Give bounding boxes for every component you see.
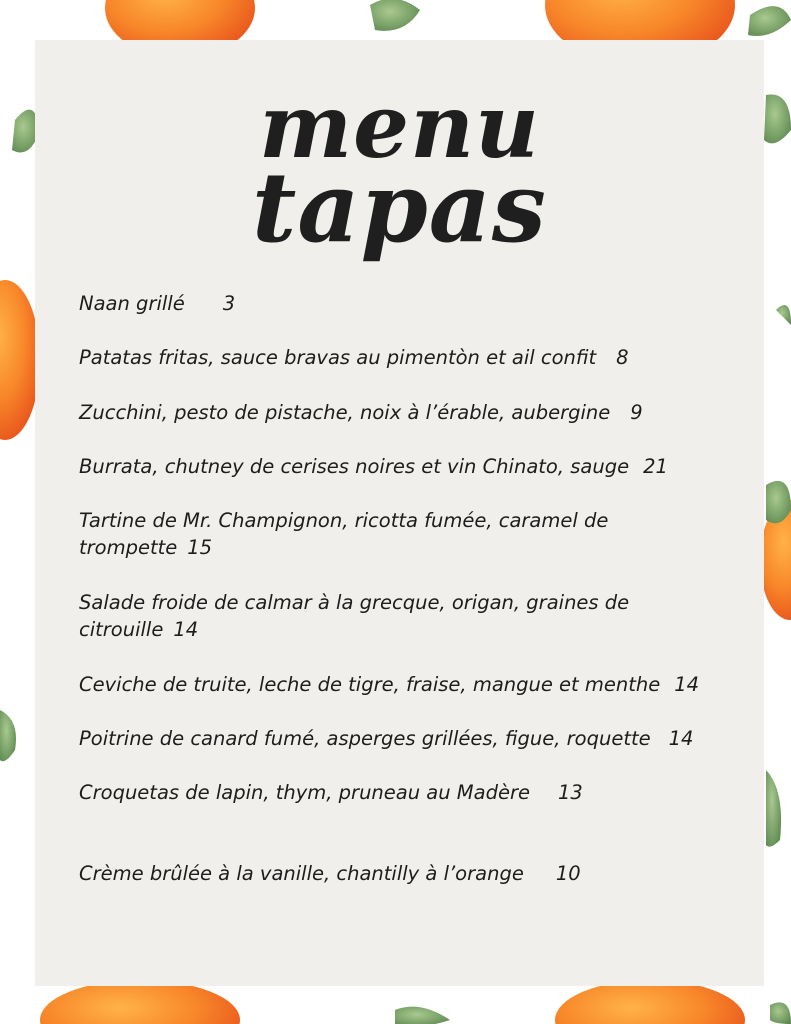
menu-item-name: Zucchini, pesto de pistache, noix à l’érable, aubergine bbox=[79, 401, 611, 424]
menu-card bbox=[35, 40, 764, 986]
menu-item-name: Burrata, chutney de cerises noires et vin Chinato, sauge bbox=[79, 455, 630, 478]
menu-item bbox=[79, 725, 759, 752]
menu-item bbox=[79, 507, 759, 561]
menu-item-price: 14 bbox=[668, 727, 694, 750]
leaf-icon bbox=[0, 710, 16, 761]
menu-item-name: Crème brûlée à la vanille, chantilly à l’orange bbox=[79, 862, 524, 885]
menu-item bbox=[79, 399, 759, 426]
menu-item-price: 13 bbox=[557, 781, 583, 804]
orange-fruit-icon bbox=[555, 980, 745, 1024]
leaf-icon bbox=[776, 305, 791, 325]
orange-fruit-icon bbox=[40, 980, 240, 1024]
menu-item-price: 15 bbox=[187, 536, 213, 559]
menu-item bbox=[79, 290, 759, 317]
menu-item-price: 14 bbox=[173, 618, 199, 641]
leaf-icon bbox=[766, 770, 781, 847]
menu-subtitle: tapas bbox=[252, 151, 547, 264]
menu-item-price: 8 bbox=[616, 346, 629, 369]
menu-item-name-cont: trompette bbox=[79, 536, 178, 559]
menu-item bbox=[79, 671, 759, 698]
menu-item bbox=[79, 589, 759, 643]
menu-item-price: 9 bbox=[630, 401, 643, 424]
orange-fruit-icon bbox=[0, 280, 40, 440]
menu-item bbox=[79, 779, 759, 806]
menu-item-name: Croquetas de lapin, thym, pruneau au Madère bbox=[79, 781, 530, 804]
menu-item bbox=[79, 860, 759, 887]
menu-item-name: Tartine de Mr. Champignon, ricotta fumée, caramel de bbox=[79, 509, 609, 532]
menu-item-name-cont: citrouille bbox=[79, 618, 164, 641]
leaf-icon bbox=[748, 6, 791, 36]
menu-item-name: Salade froide de calmar à la grecque, origan, graines de bbox=[79, 591, 630, 614]
leaf-icon bbox=[764, 94, 791, 143]
menu-item-name: Poitrine de canard fumé, asperges grillées, figue, roquette bbox=[79, 727, 651, 750]
leaf-icon bbox=[370, 0, 420, 31]
menu-item-price: 14 bbox=[674, 673, 700, 696]
menu-item-price: 3 bbox=[222, 292, 236, 315]
leaf-icon bbox=[770, 1002, 791, 1024]
menu-item-name: Patatas fritas, sauce bravas au pimentòn et ail confit bbox=[79, 346, 597, 369]
menu-item bbox=[79, 453, 759, 480]
leaf-icon bbox=[395, 1007, 450, 1024]
menu-title: menu bbox=[258, 74, 541, 178]
menu-item-name: Naan grillé bbox=[79, 292, 185, 315]
menu-item bbox=[79, 344, 759, 371]
menu-item-price: 21 bbox=[643, 455, 668, 478]
menu-item-name: Ceviche de truite, leche de tigre, fraise, mangue et menthe bbox=[79, 673, 661, 696]
menu-item-price: 10 bbox=[555, 862, 581, 885]
